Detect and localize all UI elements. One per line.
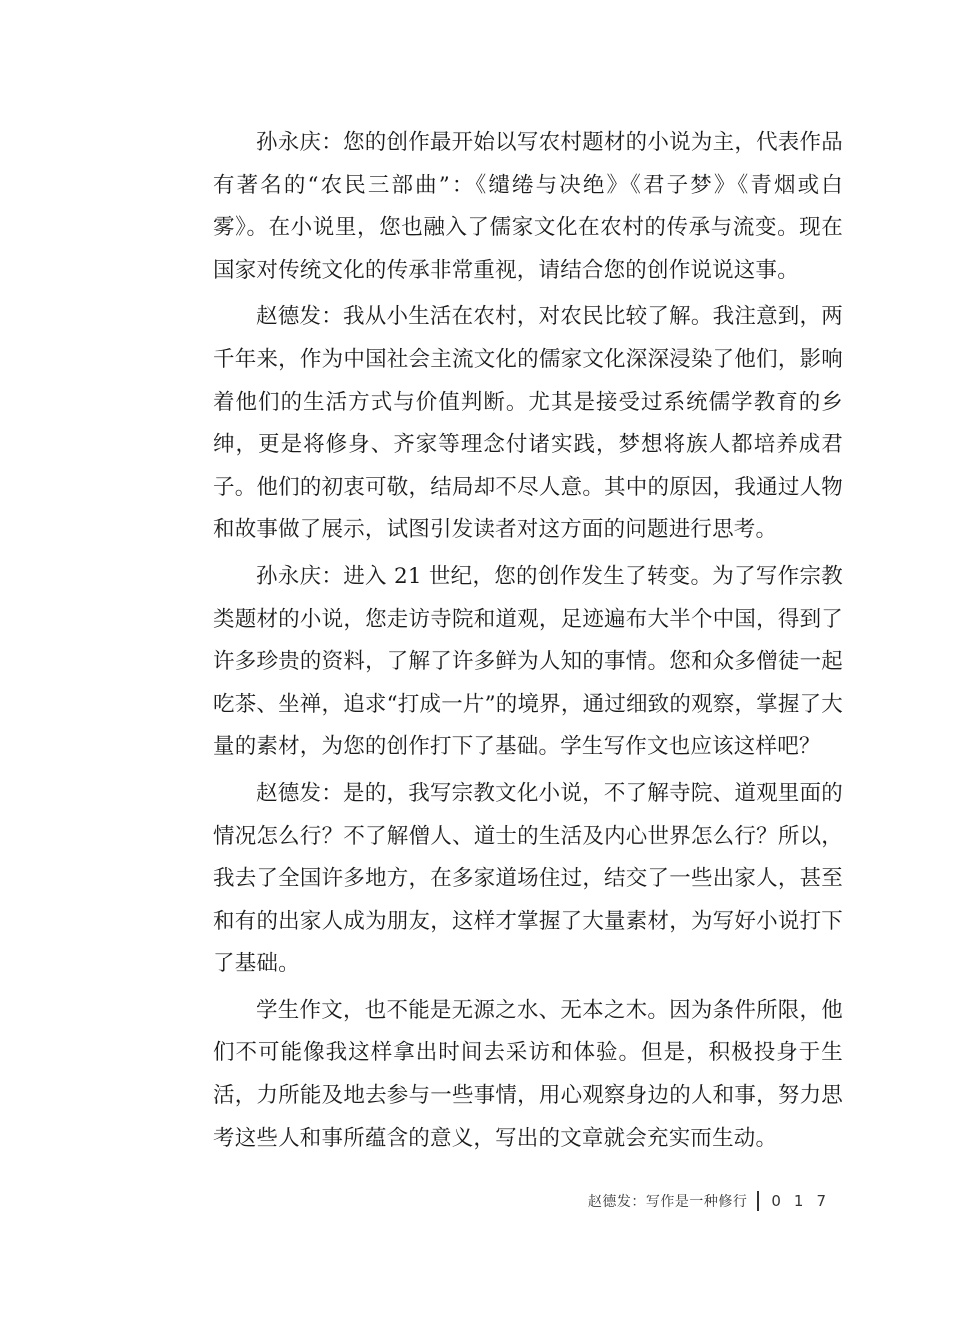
running-title: 赵德发：写作是一种修行	[587, 1194, 748, 1210]
paragraph-2: 赵德发：我从小生活在农村，对农民比较了解。我注意到，两千年来，作为中国社会主流文化的儒家文化深深浸染了他们，影响着他们的生活方式与价值判断。尤其是接受过系统儒学教育的乡绅，更是将修身、齐家等理念付诸实践，梦想将族人都培养成君子。他们的初衷可敬，结局却不尽人意。其中的原因，我通过人物和故事做了展示，试图引发读者对这方面的问题进行思考。	[213, 304, 843, 543]
body-text	[213, 122, 843, 1164]
footer-divider	[757, 1191, 759, 1211]
paragraph-5: 学生作文，也不能是无源之水、无本之木。因为条件所限，他们不可能像我这样拿出时间去采访和体验。但是，积极投身于生活，力所能及地去参与一些事情，用心观察身边的人和事，努力思考这些人和事所蕴含的意义，写出的文章就会充实而生动。	[213, 997, 843, 1151]
paragraph-4: 赵德发：是的，我写宗教文化小说，不了解寺院、道观里面的情况怎么行？不了解僧人、道士的生活及内心世界怎么行？所以，我去了全国许多地方，在多家道场住过，结交了一些出家人，甚至和有的出家人成为朋友，这样才掌握了大量素材，为写好小说打下了基础。	[213, 780, 843, 977]
paragraph-1: 孙永庆：您的创作最开始以写农村题材的小说为主，代表作品有著名的“农民三部曲”：《缱绻与决绝》《君子梦》《青烟或白雾》。在小说里，您也融入了儒家文化在农村的传承与流变。现在国家对传统文化的传承非常重视，请结合您的创作说说这事。	[213, 130, 843, 283]
page-number: 017	[771, 1192, 839, 1210]
page-footer	[588, 1186, 839, 1216]
paragraph-3: 孙永庆：进入 21 世纪，您的创作发生了转变。为了写作宗教类题材的小说，您走访寺院和道观，足迹遍布大半个中国，得到了许多珍贵的资料，了解了许多鲜为人知的事情。您和众多僧徒一起吃茶、坐禅，追求“打成一片”的境界，通过细致的观察，掌握了大量的素材，为您的创作打下了基础。学生写作文也应该这样吧？	[213, 563, 843, 760]
